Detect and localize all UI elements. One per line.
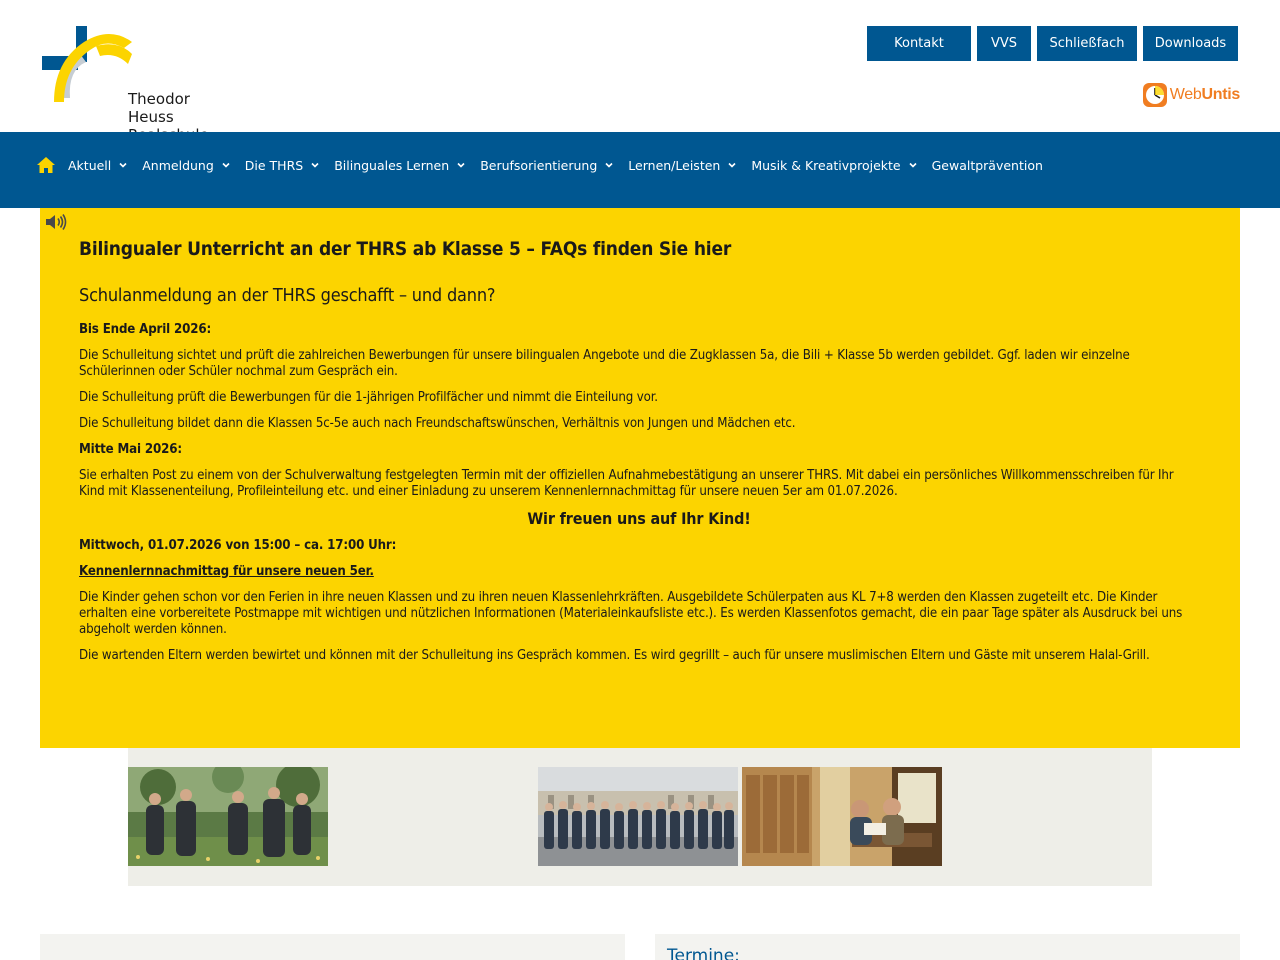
nav-item-label: Lernen/Leisten [628, 157, 721, 173]
kennenlern-link[interactable]: Kennenlernnachmittag für unsere neuen 5er. [79, 564, 374, 579]
nav-items [36, 132, 1057, 198]
downloads-button[interactable]: Downloads [1143, 26, 1238, 61]
top-button-group [867, 26, 1238, 61]
chevron-down-icon [908, 160, 918, 170]
nav-item-label: Die THRS [244, 157, 304, 173]
section1-heading: Bis Ende April 2026: [79, 322, 212, 337]
nav-item-label: Musik & Kreativprojekte [751, 157, 901, 173]
site-header [0, 0, 1280, 132]
kontakt-button[interactable]: Kontakt [867, 26, 971, 61]
logo-line-1: Theodor Heuss [128, 90, 190, 126]
nav-item-aktuell[interactable] [68, 158, 128, 173]
webuntis-untis-text: Untis [1201, 86, 1240, 103]
gallery-photo-hallway[interactable] [742, 767, 942, 866]
termine-panel [655, 934, 1240, 960]
chevron-down-icon [604, 160, 614, 170]
webuntis-link[interactable] [1142, 82, 1240, 108]
section3-heading: Mittwoch, 01.07.2026 von 15:00 – ca. 17:00 Uhr: [79, 538, 397, 553]
nav-item-berufsorientierung[interactable] [480, 158, 614, 173]
nav-item-die-thrs[interactable] [245, 158, 320, 173]
webuntis-web-text: Web [1169, 86, 1202, 103]
chevron-down-icon [118, 160, 128, 170]
section2-paragraph-1: Sie erhalten Post zu einem von der Schulverwaltung festgelegten Termin mit der offiziellen Aufnahmebestätigung an unserer THRS. Mit dabei ein persönliches Willkommensschreiben für Ihr Kind mit Klassenenteilung, Profileinteilung etc. und einer Einladung zu unserem Kennenlernnachmittag für unsere neuen 5er am 01.07.2026. [79, 468, 1174, 499]
main-content [40, 208, 1240, 748]
gallery-photo-class-trip[interactable] [538, 767, 738, 866]
welcome-line: Wir freuen uns auf Ihr Kind! [527, 509, 751, 528]
section3-paragraph-1: Die Kinder gehen schon vor den Ferien in ihre neuen Klassen und zu ihren neuen Klassenlehrkräften. Ausgebildete Schülerpaten aus KL 7+8 werden den Klassen zugeteilt etc. Die Kinder erhalten eine vorbereitete Postmappe mit wichtigen und nützlichen Informationen (Materialeinkaufsliste etc.). Es werden Klassenfotos gemacht, die ein paar Tage später als Ausdruck bei uns abgeholt werden können. [79, 590, 1183, 637]
chevron-down-icon [221, 160, 231, 170]
webuntis-label [1170, 86, 1240, 104]
photo-students-nature-image [128, 767, 328, 866]
chevron-down-icon [727, 160, 737, 170]
nav-item-label: Gewaltprävention [931, 157, 1043, 173]
nav-item-label: Berufsorientierung [480, 157, 598, 173]
termine-heading: Termine: [667, 946, 740, 960]
chevron-down-icon [310, 160, 320, 170]
home-icon[interactable] [36, 155, 56, 175]
section-subtitle: Schulanmeldung an der THRS geschafft – und dann? [79, 285, 496, 306]
photo-class-trip-image [538, 767, 738, 866]
webuntis-clock-icon [1142, 82, 1168, 108]
nav-item-gewaltpraevention[interactable] [932, 158, 1043, 173]
main-navigation [0, 132, 1280, 208]
photo-hallway-image [742, 767, 942, 866]
vvs-button[interactable]: VVS [977, 26, 1031, 61]
nav-item-label: Aktuell [68, 157, 112, 173]
nav-item-musik-kreativprojekte[interactable] [751, 158, 917, 173]
nav-item-lernen-leisten[interactable] [628, 158, 737, 173]
nav-item-label: Bilinguales Lernen [334, 157, 450, 173]
nav-item-label: Anmeldung [142, 157, 214, 173]
section2-heading: Mitte Mai 2026: [79, 442, 182, 457]
photo-gallery [128, 748, 1152, 886]
nav-item-bilinguales-lernen[interactable] [334, 158, 466, 173]
nav-item-anmeldung[interactable] [142, 158, 231, 173]
speaker-icon[interactable] [44, 212, 68, 232]
schliessfach-button[interactable]: Schließfach [1037, 26, 1137, 61]
content-body [79, 236, 1199, 674]
bottom-left-panel [40, 934, 625, 960]
gallery-photo-students-nature[interactable] [128, 767, 328, 866]
section3-paragraph-2: Die wartenden Eltern werden bewirtet und können mit der Schulleitung ins Gespräch kommen. Es wird gegrillt – auch für unsere muslimischen Eltern und Gäste mit unserem Halal-Grill. [79, 648, 1150, 663]
section1-paragraph-2: Die Schulleitung prüft die Bewerbungen für die 1-jährigen Profilfächer und nimmt die Einteilung vor. [79, 390, 658, 405]
section1-paragraph-3: Die Schulleitung bildet dann die Klassen 5c-5e auch nach Freundschaftswünschen, Verhältnis von Jungen und Mädchen etc. [79, 416, 796, 431]
school-logo[interactable] [40, 24, 210, 126]
section1-paragraph-1: Die Schulleitung sichtet und prüft die zahlreichen Bewerbungen für unsere bilingualen Angebote und die Zugklassen 5a, die Bili + Klasse 5b werden gebildet. Ggf. laden wir einzelne Schülerinnen oder Schüler nochmal zum Gespräch ein. [79, 348, 1130, 379]
page-title[interactable]: Bilingualer Unterricht an der THRS ab Klasse 5 – FAQs finden Sie hier [79, 238, 732, 260]
chevron-down-icon [456, 160, 466, 170]
